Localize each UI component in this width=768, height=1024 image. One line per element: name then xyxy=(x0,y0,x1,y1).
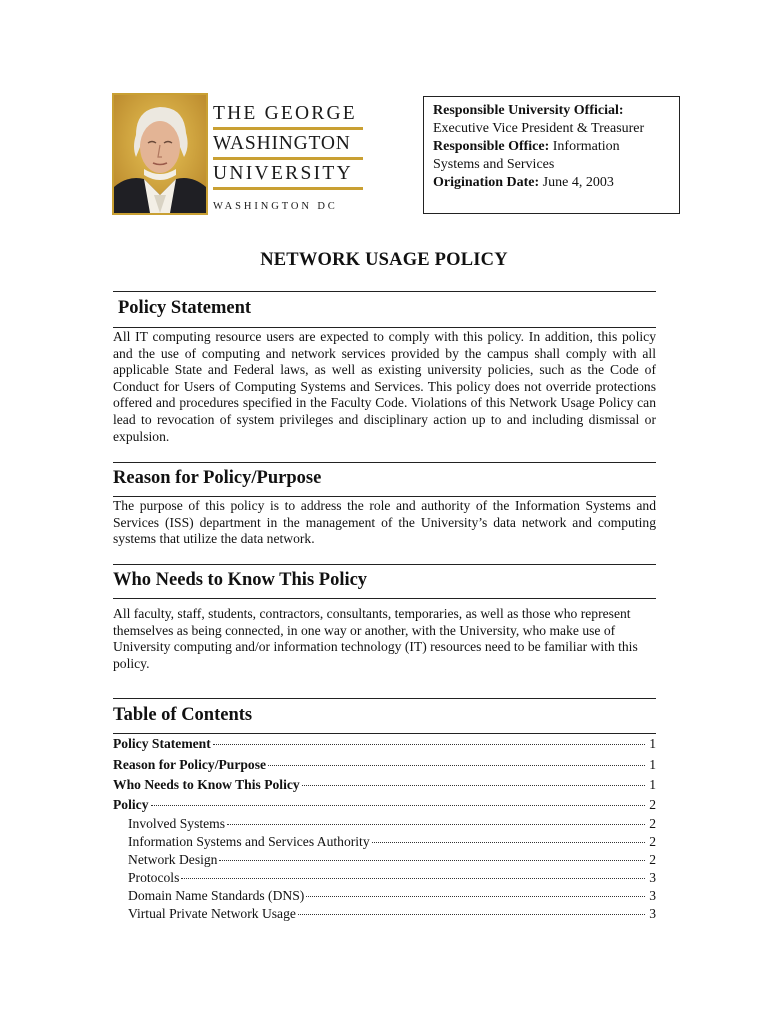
toc-leader xyxy=(181,878,645,879)
section-divider xyxy=(113,291,656,292)
toc-item-label: Who Needs to Know This Policy xyxy=(113,777,300,792)
logo-divider xyxy=(213,127,363,130)
logo-line-4: WASHINGTON DC xyxy=(213,201,338,212)
document-title: NETWORK USAGE POLICY xyxy=(260,250,508,270)
toc-item-label: Virtual Private Network Usage xyxy=(128,906,296,921)
official-value: Executive Vice President & Treasurer xyxy=(433,121,645,136)
toc-leader xyxy=(227,824,645,825)
reason-body: The purpose of this policy is to address the role and authority of the Information Systems and Services (ISS) department in the management of the University’s data network and computing systems that utilize the data network. xyxy=(113,498,656,547)
toc-item-page: 3 xyxy=(649,906,656,921)
toc-leader xyxy=(302,785,646,786)
toc-leader xyxy=(268,765,645,766)
toc-leader xyxy=(213,744,645,745)
toc-item-page: 3 xyxy=(649,870,656,885)
reason-heading: Reason for Policy/Purpose xyxy=(113,468,322,488)
policy-info-box xyxy=(423,96,680,214)
section-divider xyxy=(113,698,656,699)
toc-item[interactable] xyxy=(113,797,656,815)
toc-item-page: 1 xyxy=(649,757,656,772)
logo-divider xyxy=(213,157,363,160)
toc-subitem[interactable] xyxy=(128,816,656,834)
section-divider xyxy=(113,462,656,463)
section-divider xyxy=(113,564,656,565)
toc-item-page: 1 xyxy=(649,736,656,751)
toc-heading: Table of Contents xyxy=(113,705,253,725)
toc-item-label: Policy xyxy=(113,797,149,812)
who-heading: Who Needs to Know This Policy xyxy=(113,570,368,590)
toc-item-label: Involved Systems xyxy=(128,816,226,831)
toc-subitem[interactable] xyxy=(128,852,656,870)
official-label: Responsible University Official: xyxy=(433,103,624,118)
logo-line-2: WASHINGTON xyxy=(213,133,351,154)
toc-leader xyxy=(306,896,645,897)
toc-item-label: Network Design xyxy=(128,852,218,867)
toc-leader xyxy=(151,805,646,806)
toc-item-page: 1 xyxy=(649,777,656,792)
toc-subitem[interactable] xyxy=(128,888,656,906)
section-divider xyxy=(113,496,656,497)
date-label: Origination Date: xyxy=(433,175,540,190)
logo-divider xyxy=(213,187,363,190)
toc-item-page: 2 xyxy=(649,852,656,867)
toc-item-label: Policy Statement xyxy=(113,736,211,751)
section-divider xyxy=(113,598,656,599)
date-value: June 4, 2003 xyxy=(542,175,614,190)
toc-item-label: Reason for Policy/Purpose xyxy=(113,757,267,772)
toc-item-page: 2 xyxy=(649,797,656,812)
toc-item[interactable] xyxy=(113,736,656,754)
toc-item-label: Protocols xyxy=(128,870,180,885)
university-wordmark xyxy=(213,93,364,215)
office-label: Responsible Office: xyxy=(433,139,550,154)
toc-subitem[interactable] xyxy=(128,870,656,888)
policy-statement-heading: Policy Statement xyxy=(118,298,252,318)
policy-statement-body: All IT computing resource users are expected to comply with this policy. In addition, this policy and the use of computing and network services provided by the campus shall comply with all applicable State and Federal laws, as well as existing university policies, such as the Code of Conduct for Users of Computing Systems and Services. This policy does not override protections offered and procedures specified in the Faculty Code. Violations of this Network Usage Policy can lead to revocation of system privileges and disciplinary action up to and including dismissal or expulsion. xyxy=(113,329,656,444)
toc-item[interactable] xyxy=(113,777,656,795)
george-washington-portrait xyxy=(112,93,208,215)
office-value-2: Systems and Services xyxy=(433,157,555,172)
who-body: All faculty, staff, students, contractors, consultants, temporaries, as well as those who represent themselves as being connected, in one way or another, with the University, who make use of University computing and/or information technology (IT) resources need to be familiar with this policy. xyxy=(113,606,638,671)
toc-subitem[interactable] xyxy=(128,906,656,924)
portrait-image xyxy=(114,95,206,213)
office-value-1: Information xyxy=(552,139,620,154)
toc-item-label: Information Systems and Services Authority xyxy=(128,834,370,849)
toc-item-label: Domain Name Standards (DNS) xyxy=(128,888,305,903)
university-logo xyxy=(112,93,364,215)
toc-item-page: 3 xyxy=(649,888,656,903)
toc-subitem[interactable] xyxy=(128,834,656,852)
toc-leader xyxy=(372,842,646,843)
toc-item-page: 2 xyxy=(649,816,656,831)
logo-line-1: THE GEORGE xyxy=(213,103,357,124)
toc-item-page: 2 xyxy=(649,834,656,849)
toc-leader xyxy=(219,860,645,861)
section-divider xyxy=(113,733,656,734)
toc-item[interactable] xyxy=(113,757,656,775)
section-divider xyxy=(113,327,656,328)
logo-line-3: UNIVERSITY xyxy=(213,163,353,184)
toc-leader xyxy=(298,914,645,915)
